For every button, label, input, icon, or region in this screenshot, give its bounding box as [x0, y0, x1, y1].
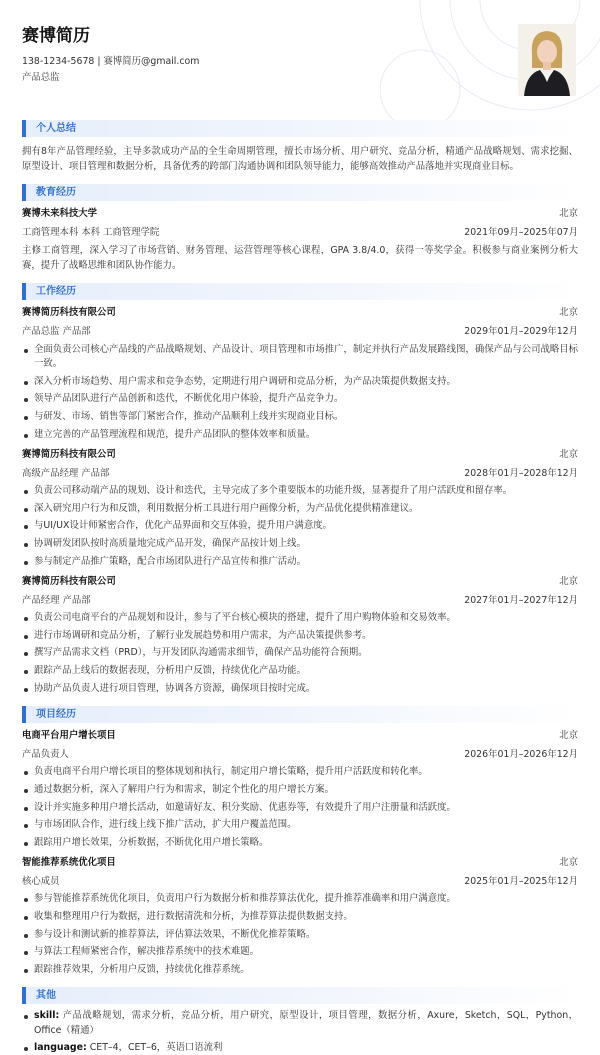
work-role: 高级产品经理 产品部 [22, 467, 110, 479]
project-bullets [22, 892, 578, 977]
language-item [22, 1041, 578, 1055]
list-item: 通过数据分析，深入了解用户行为和需求，制定个性化的用户增长方案。 [22, 783, 578, 798]
language-key: language: [34, 1042, 87, 1054]
list-item: 跟踪用户增长效果，分析数据，不断优化用户增长策略。 [22, 836, 578, 851]
company-name: 赛博简历科技有限公司 [22, 449, 116, 461]
education-entry [22, 207, 578, 273]
work-location: 北京 [559, 576, 578, 588]
list-item: 协助产品负责人进行项目管理，协调各方资源，确保项目按时完成。 [22, 682, 578, 697]
project-location: 北京 [559, 730, 578, 742]
education-desc: 主修工商管理，深入学习了市场营销、财务管理、运营管理等核心课程，GPA 3.8/4.0，获得一等奖学金。积极参与商业案例分析大赛，提升了战略思维和团队协作能力。 [22, 245, 578, 271]
list-item: 负责公司电商平台的产品规划和设计，参与了平台核心模块的搭建，提升了用户购物体验和交易效率。 [22, 611, 578, 626]
work-bullets [22, 611, 578, 696]
list-item: 与研发、市场、销售等部门紧密合作，推动产品顺利上线并实现商业目标。 [22, 410, 578, 425]
company-name: 赛博简历科技有限公司 [22, 307, 116, 319]
list-item: 跟踪推荐效果，分析用户反馈，持续优化推荐系统。 [22, 963, 578, 978]
language-value: CET–4，CET–6，英语口语流利 [89, 1042, 223, 1054]
section-title-work: 工作经历 [22, 283, 578, 300]
section-title-education: 教育经历 [22, 184, 578, 201]
list-item: 参与智能推荐系统优化项目，负责用户行为数据分析和推荐算法优化，提升推荐准确率和用户满意度。 [22, 892, 578, 907]
project-bullets [22, 765, 578, 850]
list-item: 撰写产品需求文档（PRD），与开发团队沟通需求细节，确保产品功能符合预期。 [22, 646, 578, 661]
work-entry [22, 575, 578, 696]
work-role: 产品经理 产品部 [22, 594, 91, 606]
education-date: 2021年09月–2025年07月 [464, 226, 578, 238]
school-location: 北京 [559, 208, 578, 220]
project-date: 2026年01月–2026年12月 [464, 748, 578, 760]
work-entry [22, 448, 578, 569]
candidate-name: 赛博简历 [22, 26, 90, 46]
list-item: 参与设计和测试新的推荐算法，评估算法效果，不断优化推荐策略。 [22, 928, 578, 943]
work-list [22, 306, 578, 696]
project-role: 产品负责人 [22, 748, 69, 760]
list-item: 深入分析市场趋势、用户需求和竞争态势，定期进行用户调研和竞品分析，为产品决策提供数据支持。 [22, 375, 578, 390]
work-role: 产品总监 产品部 [22, 326, 91, 338]
degree: 工商管理本科 本科 工商管理学院 [22, 226, 160, 238]
resume-header [22, 26, 578, 110]
section-title-other: 其他 [22, 987, 578, 1004]
skill-item [22, 1009, 578, 1038]
list-item: 负责电商平台用户增长项目的整体规划和执行，制定用户增长策略，提升用户活跃度和转化率。 [22, 765, 578, 780]
avatar [518, 24, 576, 96]
work-bullets [22, 484, 578, 569]
skill-key: skill: [34, 1010, 60, 1022]
list-item: 进行市场调研和竞品分析，了解行业发展趋势和用户需求，为产品决策提供参考。 [22, 629, 578, 644]
project-name: 智能推荐系统优化项目 [22, 857, 116, 869]
skill-value: 产品战略规划，需求分析，竞品分析，用户研究，原型设计，项目管理，数据分析，Axure，Sketch，SQL，Python，Office（精通） [34, 1010, 578, 1036]
project-date: 2025年01月–2025年12月 [464, 875, 578, 887]
list-item: 建立完善的产品管理流程和规范，提升产品团队的整体效率和质量。 [22, 428, 578, 443]
section-title-summary: 个人总结 [22, 120, 578, 137]
work-date: 2028年01月–2028年12月 [464, 467, 578, 479]
section-title-projects: 项目经历 [22, 706, 578, 723]
project-location: 北京 [559, 857, 578, 869]
list-item: 设计并实施多种用户增长活动，如邀请好友、积分奖励、优惠券等，有效提升了用户注册量和活跃度。 [22, 801, 578, 816]
work-location: 北京 [559, 449, 578, 461]
contact-info: 138-1234-5678 | 赛博简历@gmail.com [22, 56, 200, 68]
job-title: 产品总监 [22, 71, 60, 83]
list-item: 深入研究用户行为和反馈，利用数据分析工具进行用户画像分析，为产品优化提供精准建议。 [22, 502, 578, 517]
work-bullets [22, 343, 578, 442]
list-item: 与UI/UX设计师紧密合作，优化产品界面和交互体验，提升用户满意度。 [22, 519, 578, 534]
list-item: 领导产品团队进行产品创新和迭代，不断优化用户体验，提升产品竞争力。 [22, 392, 578, 407]
list-item: 跟踪产品上线后的数据表现，分析用户反馈，持续优化产品功能。 [22, 664, 578, 679]
work-entry [22, 306, 578, 442]
project-entry [22, 856, 578, 977]
school-name: 赛博未来科技大学 [22, 208, 98, 220]
list-item: 与算法工程师紧密合作，解决推荐系统中的技术难题。 [22, 945, 578, 960]
company-name: 赛博简历科技有限公司 [22, 576, 116, 588]
summary-text: 拥有8年产品管理经验，主导多款成功产品的全生命周期管理，擅长市场分析、用户研究、竞品分析，精通产品战略规划、需求挖掘、原型设计、项目管理和数据分析，具备优秀的跨部门沟通协调和团队领导能力，能够高效推动产品落地并实现商业目标。 [22, 146, 578, 172]
list-item: 全面负责公司核心产品线的产品战略规划、产品设计、项目管理和市场推广，制定并执行产品发展路线图，确保产品与公司战略目标一致。 [22, 343, 578, 372]
other-list [22, 1009, 578, 1055]
project-entry [22, 729, 578, 850]
list-item: 收集和整理用户行为数据，进行数据清洗和分析，为推荐算法提供数据支持。 [22, 910, 578, 925]
project-name: 电商平台用户增长项目 [22, 730, 116, 742]
list-item: 与市场团队合作，进行线上线下推广活动，扩大用户覆盖范围。 [22, 818, 578, 833]
project-role: 核心成员 [22, 875, 60, 887]
list-item: 参与制定产品推广策略，配合市场团队进行产品宣传和推广活动。 [22, 555, 578, 570]
list-item: 协调研发团队按时高质量地完成产品开发，确保产品按计划上线。 [22, 537, 578, 552]
work-date: 2029年01月–2029年12月 [464, 326, 578, 338]
work-date: 2027年01月–2027年12月 [464, 594, 578, 606]
list-item: 负责公司移动端产品的规划、设计和迭代，主导完成了多个重要版本的功能升级，显著提升了用户活跃度和留存率。 [22, 484, 578, 499]
work-location: 北京 [559, 307, 578, 319]
